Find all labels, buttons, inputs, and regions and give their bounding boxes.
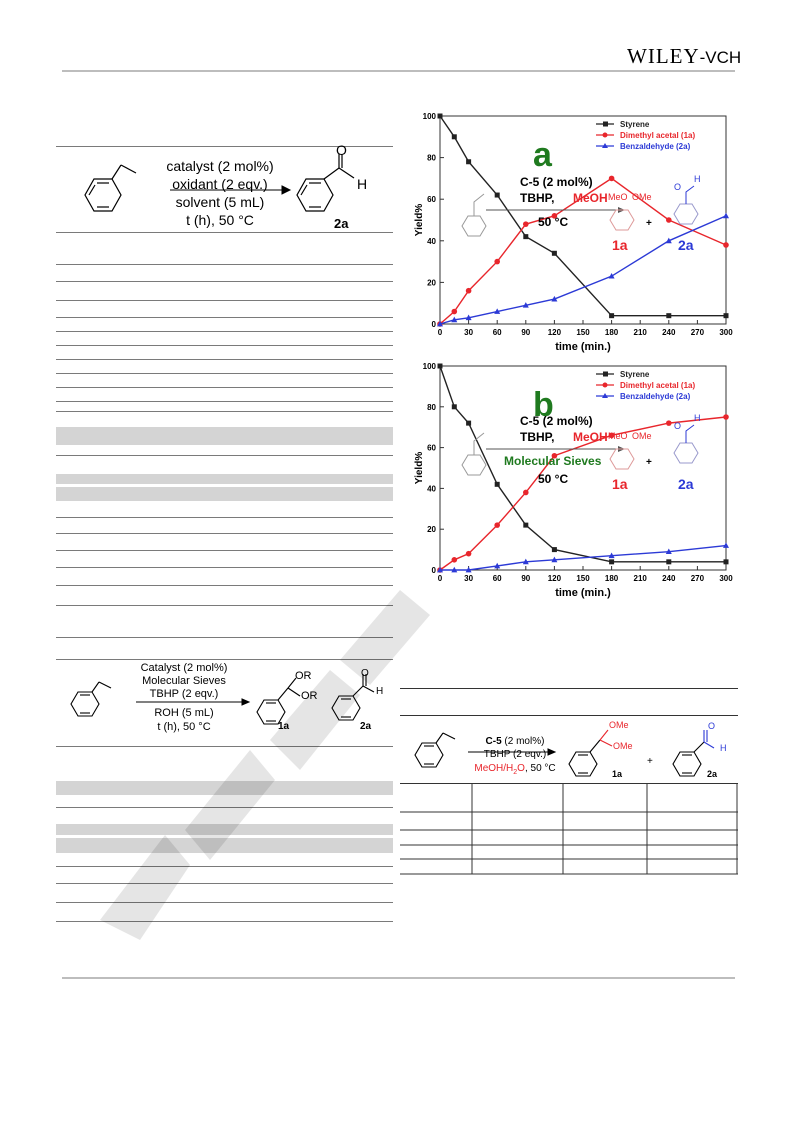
annotation-meoh: MeOH [573, 191, 608, 205]
data-point-styrene [552, 547, 557, 552]
annotation-tbhp: TBHP, [520, 191, 555, 205]
data-point-acetal [666, 420, 672, 426]
table1-rule [56, 550, 393, 551]
table1-rule [56, 373, 393, 374]
scheme3-solvent-o: O [517, 763, 525, 774]
publisher-logo [627, 44, 741, 69]
legend-label-1: Styrene [620, 120, 650, 129]
data-point-styrene [666, 313, 671, 318]
y-tick-label: 0 [431, 320, 436, 329]
scheme1-solvent: solvent (5 mL) [175, 194, 265, 210]
table1-rule [56, 455, 393, 456]
scheme3-atom-h: H [720, 743, 727, 753]
data-point-acetal [494, 522, 500, 528]
table1-rule [56, 264, 393, 265]
x-tick-label: 180 [604, 574, 619, 583]
header-rule [62, 70, 735, 72]
y-tick-label: 20 [427, 278, 436, 288]
data-point-styrene [438, 364, 443, 369]
scheme3-catalyst-loading: (2 mol%) [501, 736, 545, 747]
y-tick-label: 60 [427, 195, 436, 205]
table1-rule [56, 317, 393, 318]
table1-rule [56, 401, 393, 402]
x-tick-label: 240 [662, 574, 676, 583]
table1-rule [56, 567, 393, 568]
logo-main-text: WILEY [627, 44, 700, 68]
data-point-acetal [523, 490, 529, 496]
x-axis-label: time (min.) [555, 341, 611, 353]
data-point-acetal [723, 414, 729, 420]
annotation-plus: + [646, 218, 652, 229]
data-point-acetal [666, 217, 672, 223]
annotation-catalyst: C-5 (2 mol%) [520, 414, 593, 428]
x-axis-label: time (min.) [555, 587, 611, 599]
legend-label-2: Dimethyl acetal (1a) [620, 381, 696, 390]
data-point-styrene [466, 421, 471, 426]
x-tick-label: 30 [464, 328, 474, 337]
data-point-styrene [552, 251, 557, 256]
annotation-product-1a: 1a [612, 476, 628, 492]
annotation-atom-h: H [694, 413, 701, 423]
y-tick-label: 40 [427, 236, 436, 246]
table1-rule [56, 387, 393, 388]
y-tick-label: 80 [427, 153, 436, 163]
logo-suffix-text: -VCH [699, 48, 742, 67]
chart-a [410, 110, 734, 360]
x-tick-label: 210 [633, 574, 647, 583]
y-tick-label: 100 [422, 112, 436, 121]
x-tick-label: 270 [690, 574, 705, 583]
data-point-styrene [438, 114, 443, 119]
table1-rule [56, 345, 393, 346]
annotation-temperature: 50 °C [538, 215, 569, 229]
data-point-styrene [452, 404, 457, 409]
scheme2-atom-h: H [376, 686, 384, 697]
data-point-acetal [523, 221, 529, 227]
y-tick-label: 100 [422, 362, 436, 371]
scheme1-temperature: t (h), 50 °C [186, 212, 254, 228]
annotation-ome: OMe [632, 431, 652, 441]
scheme1-atom-h: H [357, 176, 368, 192]
data-point-styrene [724, 313, 729, 318]
styrene-structure-1 [85, 165, 136, 211]
x-tick-label: 300 [719, 328, 733, 337]
annotation-meo: MeO [608, 431, 628, 441]
footer-rule [62, 977, 735, 979]
legend-label-2: Dimethyl acetal (1a) [620, 131, 696, 140]
table1-rule [56, 232, 393, 233]
table1-rule [56, 300, 393, 301]
scheme3-atom-o: O [708, 721, 716, 731]
scheme2-atom-o: O [361, 668, 369, 679]
data-point-acetal [466, 288, 472, 294]
data-point-styrene [466, 159, 471, 164]
data-point-styrene [609, 559, 614, 564]
annotation-product-1a: 1a [612, 237, 628, 253]
watermark [70, 590, 720, 950]
x-tick-label: 0 [437, 328, 443, 337]
data-point-acetal [609, 176, 615, 182]
chart-b [410, 360, 734, 606]
data-point-styrene [523, 234, 528, 239]
annotation-product-2a: 2a [678, 476, 694, 492]
legend-marker [603, 133, 608, 138]
annotation-ome: OMe [632, 192, 652, 202]
scheme3-temperature: , 50 °C [524, 763, 556, 774]
scheme3-solvent-sub: 2 [513, 769, 518, 776]
x-tick-label: 90 [521, 328, 531, 337]
table1-rule [56, 585, 393, 586]
data-point-acetal [452, 309, 458, 315]
x-tick-label: 150 [576, 328, 590, 337]
annotation-sieves: Molecular Sieves [504, 454, 602, 468]
benzaldehyde-structure-1 [297, 154, 354, 211]
x-tick-label: 240 [662, 328, 676, 337]
scheme3-ome-top: OMe [609, 720, 629, 730]
scheme3-plus: + [647, 756, 653, 767]
x-tick-label: 0 [437, 574, 443, 583]
data-point-styrene [609, 313, 614, 318]
scheme2-temperature: t (h), 50 °C [157, 721, 211, 733]
scheme1-conditions-top [150, 157, 290, 193]
legend-label-3: Benzaldehyde (2a) [620, 142, 691, 151]
x-tick-label: 60 [492, 328, 502, 337]
table1-rule [56, 533, 393, 534]
data-point-acetal [494, 259, 500, 265]
data-point-styrene [495, 482, 500, 487]
data-point-acetal [723, 242, 729, 248]
scheme2-catalyst: Catalyst (2 mol%) [140, 662, 228, 674]
scheme3-oxidant: TBHP (2 eqv.) [483, 749, 547, 760]
scheme1-atom-o: O [336, 142, 347, 158]
scheme1-catalyst: catalyst (2 mol%) [166, 158, 274, 174]
y-axis-label: Yield% [414, 451, 425, 485]
y-tick-label: 40 [427, 484, 436, 494]
y-tick-label: 0 [431, 566, 436, 575]
data-point-styrene [666, 559, 671, 564]
x-tick-label: 150 [576, 574, 590, 583]
table1-rule [56, 281, 393, 282]
x-tick-label: 90 [521, 574, 531, 583]
annotation-tbhp: TBHP, [520, 430, 555, 444]
scheme2-label-2a: 2a [360, 721, 372, 732]
annotation-meoh: MeOH [573, 430, 608, 444]
legend-label-3: Benzaldehyde (2a) [620, 392, 691, 401]
panel-label-a: a [533, 136, 552, 174]
scheme3-solvent: MeOH/H [474, 763, 514, 774]
y-axis-label: Yield% [414, 203, 425, 237]
table1-rule [56, 331, 393, 332]
table1-shaded-row [56, 427, 393, 445]
table1-rule [56, 359, 393, 360]
scheme2-sieves: Molecular Sieves [142, 675, 226, 687]
data-point-styrene [724, 559, 729, 564]
x-tick-label: 270 [690, 328, 705, 337]
legend-marker [603, 122, 608, 127]
annotation-atom-h: H [694, 174, 701, 184]
table1-rule [56, 411, 393, 412]
data-point-acetal [466, 551, 472, 557]
x-tick-label: 30 [464, 574, 474, 583]
data-point-styrene [523, 523, 528, 528]
x-tick-label: 210 [633, 328, 647, 337]
annotation-atom-o: O [674, 421, 682, 431]
annotation-plus: + [646, 457, 652, 468]
panel-label-b: b [533, 386, 554, 424]
annotation-catalyst: C-5 (2 mol%) [520, 175, 593, 189]
y-tick-label: 60 [427, 443, 436, 453]
data-point-acetal [452, 557, 458, 563]
legend-marker [603, 383, 608, 388]
legend-marker [603, 372, 608, 377]
legend-label-1: Styrene [620, 370, 650, 379]
scheme2-or-top: OR [295, 670, 312, 682]
scheme3-catalyst-name: C-5 [485, 736, 502, 747]
scheme2-oxidant: TBHP (2 eqv.) [149, 688, 219, 700]
annotation-atom-o: O [674, 182, 682, 192]
annotation-temperature: 50 °C [538, 472, 569, 486]
annotation-meo: MeO [608, 192, 628, 202]
x-tick-label: 120 [547, 574, 562, 583]
scheme3-label-1a: 1a [612, 769, 623, 779]
scheme2-solvent: ROH (5 mL) [154, 707, 214, 719]
x-tick-label: 120 [547, 328, 562, 337]
y-tick-label: 80 [427, 402, 436, 412]
x-tick-label: 180 [604, 328, 619, 337]
scheme2-or-bottom: OR [301, 690, 318, 702]
data-point-styrene [452, 134, 457, 139]
table1-rule [56, 517, 393, 518]
scheme3-ome-bottom: OMe [613, 741, 633, 751]
y-tick-label: 20 [427, 525, 436, 535]
scheme1-product-label: 2a [334, 216, 349, 231]
annotation-product-2a: 2a [678, 237, 694, 253]
x-tick-label: 60 [492, 574, 502, 583]
scheme2-label-1a: 1a [278, 721, 290, 732]
table1-shaded-row [56, 487, 393, 501]
scheme1-oxidant: oxidant (2 eqv.) [172, 176, 268, 192]
scheme1-conditions-bottom [150, 193, 290, 229]
table1-shaded-row [56, 474, 393, 484]
data-point-styrene [495, 193, 500, 198]
scheme3-label-2a: 2a [707, 769, 718, 779]
watermark-shapes [100, 590, 430, 940]
x-tick-label: 300 [719, 574, 733, 583]
